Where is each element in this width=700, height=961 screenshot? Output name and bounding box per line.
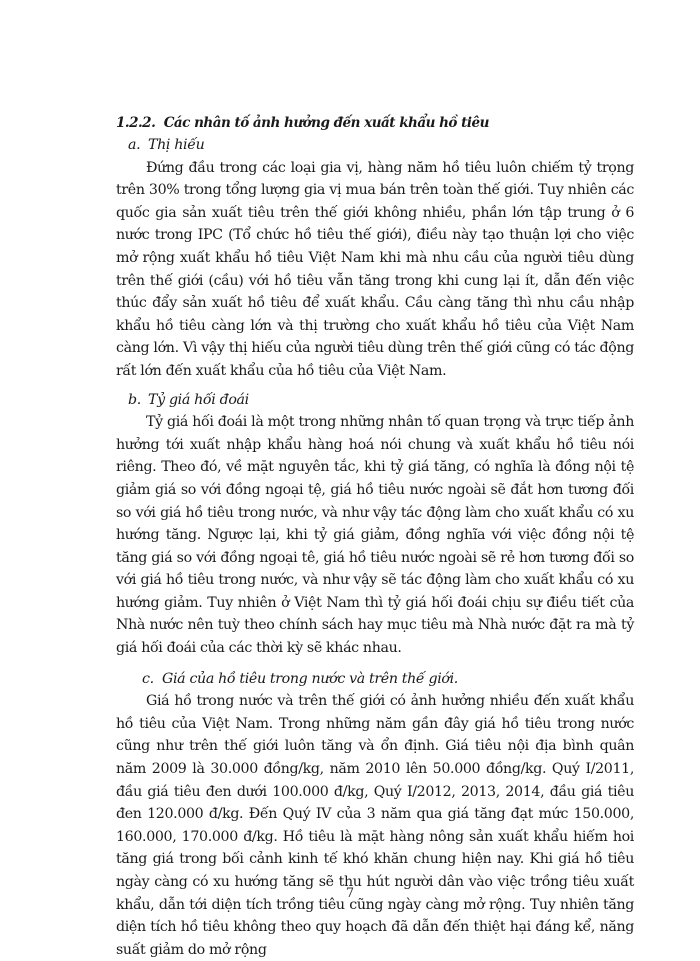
paragraph-gia-ho-tieu: Giá hồ trong nước và trên thế giới có ảnh hưởng nhiều đến xuất khẩu hồ tiêu của Việt Nam. Trong những năm gần đây giá hồ tiêu trong nước cũng như trên thế giới luôn tăng và ổn định. Giá tiêu nội địa bình quân năm 2009 là 30.000 đồng/kg, năm 2010 lên 50.000 đồng/kg. Quý I/2011, đầu giá tiêu đen dưới 100.000 đ/kg, Quý I/2012, 2013, 2014, đầu giá tiêu đen 120.000 đ/kg. Đến Quý IV của 3 năm qua giá tăng đạt mức 150.000, 160.000, 170.000 đ/kg. Hồ tiêu là mặt hàng nông sản xuất khẩu hiếm hoi tăng giá trong bối cảnh kinh tế khó khăn chung hiện nay. Khi giá hồ tiêu ngày càng có xu hướng tăng sẽ thu hút người dân vào việc trồng tiêu xuất khẩu, dẫn tới diện tích trồng tiêu cũng ngày càng mở rộng. Tuy nhiên tăng diện tích hồ tiêu không theo quy hoạch đã dẫn đến thiệt hại đáng kể, năng suất giảm do mở rộng	[116, 693, 634, 958]
section-number: 1.2.2.	[116, 115, 156, 131]
subsection-heading-b	[116, 389, 634, 412]
section-heading	[116, 112, 634, 134]
subsection-title: Thị hiếu	[148, 137, 205, 153]
subsection-marker: b.	[128, 391, 141, 408]
subsection-heading-a	[116, 134, 634, 157]
subsection-title: Giá của hồ tiêu trong nước và trên thế giới.	[162, 670, 458, 687]
paragraph-thi-hieu: Đứng đầu trong các loại gia vị, hàng năm hồ tiêu luôn chiếm tỷ trọng trên 30% trong tổng lượng gia vị mua bán trên toàn thế giới. Tuy nhiên các quốc gia sản xuất tiêu trên thế giới không nhiều, phần lớn tập trung ở 6 nước trong IPC (Tổ chức hồ tiêu thế giới), điều này tạo thuận lợi cho việc mở rộng xuất khẩu hồ tiêu Việt Nam khi mà nhu cầu của người tiêu dùng trên thế giới (cầu) với hồ tiêu vẫn tăng trong khi cung lại ít, dẫn đến việc thúc đẩy sản xuất hồ tiêu để xuất khẩu. Cầu càng tăng thì nhu cầu nhập khẩu hồ tiêu càng lớn và thị trường cho xuất khẩu hồ tiêu của Việt Nam càng lớn. Vì vậy thị hiếu của người tiêu dùng trên thế giới cũng có tác động rất lớn đến xuất khẩu của hồ tiêu của Việt Nam.	[116, 159, 634, 379]
paragraph-ty-gia: Tỷ giá hối đoái là một trong những nhân tố quan trọng và trực tiếp ảnh hưởng tới xuất nhập khẩu hàng hoá nói chung và xuất khẩu hồ tiêu nói riêng. Theo đó, về mặt nguyên tắc, khi tỷ giá tăng, có nghĩa là đồng nội tệ giảm giá so với đồng ngoại tệ, giá hồ tiêu nước ngoài sẽ đắt hơn tương đối so với giá hồ tiêu trong nước, và như vậy tác động làm cho xuất khẩu có xu hướng tăng. Ngược lại, khi tỷ giá giảm, đồng nghĩa với việc đồng nội tệ tăng giá so với đồng ngoại tê, giá hồ tiêu nước ngoài sẽ rẻ hơn tương đối so với giá hồ tiêu trong nước, và như vậy sẽ tác động làm cho xuất khẩu có xu hướng giảm. Tuy nhiên ở Việt Nam thì tỷ giá hối đoái chịu sự điều tiết của Nhà nước nên tuỳ theo chính sách hay mục tiêu mà Nhà nước đặt ra mà tỷ giá hối đoái của các thời kỳ sẽ khác nhau.	[116, 414, 634, 657]
subsection-marker: c.	[142, 670, 154, 687]
section-title: Các nhân tố ảnh hưởng đến xuất khẩu hồ tiêu	[163, 115, 489, 131]
subsection-heading-c	[116, 668, 634, 691]
subsection-marker: a.	[128, 137, 141, 153]
document-page	[116, 112, 634, 961]
subsection-title: Tỷ giá hối đoái	[148, 391, 249, 408]
page-number: 7	[345, 886, 355, 901]
